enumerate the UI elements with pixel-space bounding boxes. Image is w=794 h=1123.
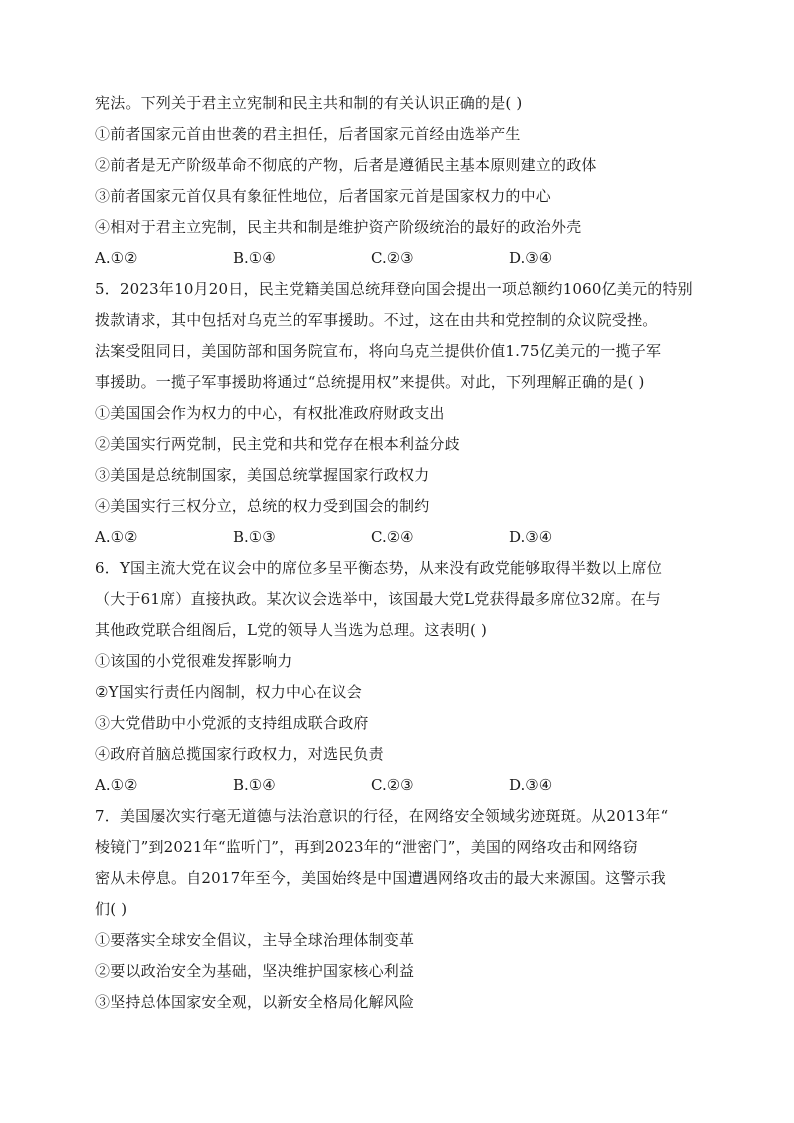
question-6-choice-b: B.①④ — [233, 776, 276, 794]
question-5-choice-d: D.③④ — [509, 528, 553, 546]
question-5-stem-line: 拨款请求，其中包括对乌克兰的军事援助。不过，这在由共和党控制的众议院受挫。 — [95, 311, 658, 329]
question-4-choice-c: C.②③ — [371, 249, 414, 267]
question-5-choices — [95, 522, 705, 553]
question-4-option-2: ②前者是无产阶级革命不彻底的产物，后者是遵循民主基本原则建立的政体 — [95, 156, 597, 174]
question-5-option-2: ②美国实行两党制，民主党和共和党存在根本利益分歧 — [95, 435, 460, 453]
question-6-stem-line: 其他政党联合组阁后，L党的领导人当选为总理。这表明( ) — [95, 621, 488, 639]
question-7-option-2: ②要以政治安全为基础，坚决维护国家核心利益 — [95, 962, 415, 980]
question-7-option-3: ③坚持总体国家安全观，以新安全格局化解风险 — [95, 993, 415, 1011]
question-4 — [95, 88, 705, 274]
question-4-option-4: ④相对于君主立宪制，民主共和制是维护资产阶级统治的最好的政治外壳 — [95, 218, 582, 236]
question-4-option-1: ①前者国家元首由世袭的君主担任，后者国家元首经由选举产生 — [95, 125, 521, 143]
question-5 — [95, 274, 705, 553]
question-4-choice-a: A.①② — [95, 249, 138, 267]
question-5-option-4: ④美国实行三权分立，总统的权力受到国会的制约 — [95, 497, 430, 515]
question-7-option-1: ①要落实全球安全倡议，主导全球治理体制变革 — [95, 931, 415, 949]
document-page — [95, 88, 705, 1018]
question-7-stem-line: 们( ) — [95, 900, 128, 918]
question-6 — [95, 553, 705, 801]
question-6-option-4: ④政府首脑总揽国家行政权力，对选民负责 — [95, 745, 384, 763]
question-7-stem-line: 7．美国屡次实行毫无道德与法治意识的行径，在网络安全领域劣迹斑斑。从2013年“ — [95, 807, 669, 825]
question-6-option-2: ②Y国实行责任内阁制，权力中心在议会 — [95, 683, 362, 701]
question-5-stem-line: 5．2023年10月20日，民主党籍美国总统拜登向国会提出一项总额约1060亿美元的特别 — [95, 280, 693, 298]
question-6-choices — [95, 770, 705, 801]
question-6-option-1: ①该国的小党很难发挥影响力 — [95, 652, 293, 670]
question-5-stem-line: 事援助。一揽子军事援助将通过“总统提用权”来提供。对此，下列理解正确的是( ) — [95, 373, 645, 391]
question-6-choice-a: A.①② — [95, 776, 138, 794]
question-4-stem-line: 宪法。下列关于君主立宪制和民主共和制的有关认识正确的是( ) — [95, 94, 523, 112]
question-5-option-1: ①美国国会作为权力的中心，有权批准政府财政支出 — [95, 404, 445, 422]
question-6-stem-line: （大于61席）直接执政。某次议会选举中，该国最大党L党获得最多席位32席。在与 — [95, 590, 661, 608]
question-4-choices — [95, 243, 705, 274]
question-5-choice-a: A.①② — [95, 528, 138, 546]
question-6-stem-line: 6．Y国主流大党在议会中的席位多呈平衡态势，从来没有政党能够取得半数以上席位 — [95, 559, 663, 577]
question-5-stem-line: 法案受阻同日，美国防部和国务院宣布，将向乌克兰提供价值1.75亿美元的一揽子军 — [95, 342, 662, 360]
question-7-stem-line: 棱镜门”到2021年“监听门”，再到2023年的“泄密门”，美国的网络攻击和网络窃 — [95, 838, 638, 856]
question-7-stem-line: 密从未停息。自2017年至今，美国始终是中国遭遇网络攻击的最大来源国。这警示我 — [95, 869, 666, 887]
question-5-choice-b: B.①③ — [233, 528, 276, 546]
question-5-option-3: ③美国是总统制国家，美国总统掌握国家行政权力 — [95, 466, 430, 484]
question-4-choice-b: B.①④ — [233, 249, 276, 267]
question-4-choice-d: D.③④ — [509, 249, 553, 267]
question-6-choice-d: D.③④ — [509, 776, 553, 794]
question-6-choice-c: C.②③ — [371, 776, 414, 794]
question-6-option-3: ③大党借助中小党派的支持组成联合政府 — [95, 714, 369, 732]
question-5-choice-c: C.②④ — [371, 528, 414, 546]
question-4-option-3: ③前者国家元首仅具有象征性地位，后者国家元首是国家权力的中心 — [95, 187, 552, 205]
question-7 — [95, 801, 705, 1018]
